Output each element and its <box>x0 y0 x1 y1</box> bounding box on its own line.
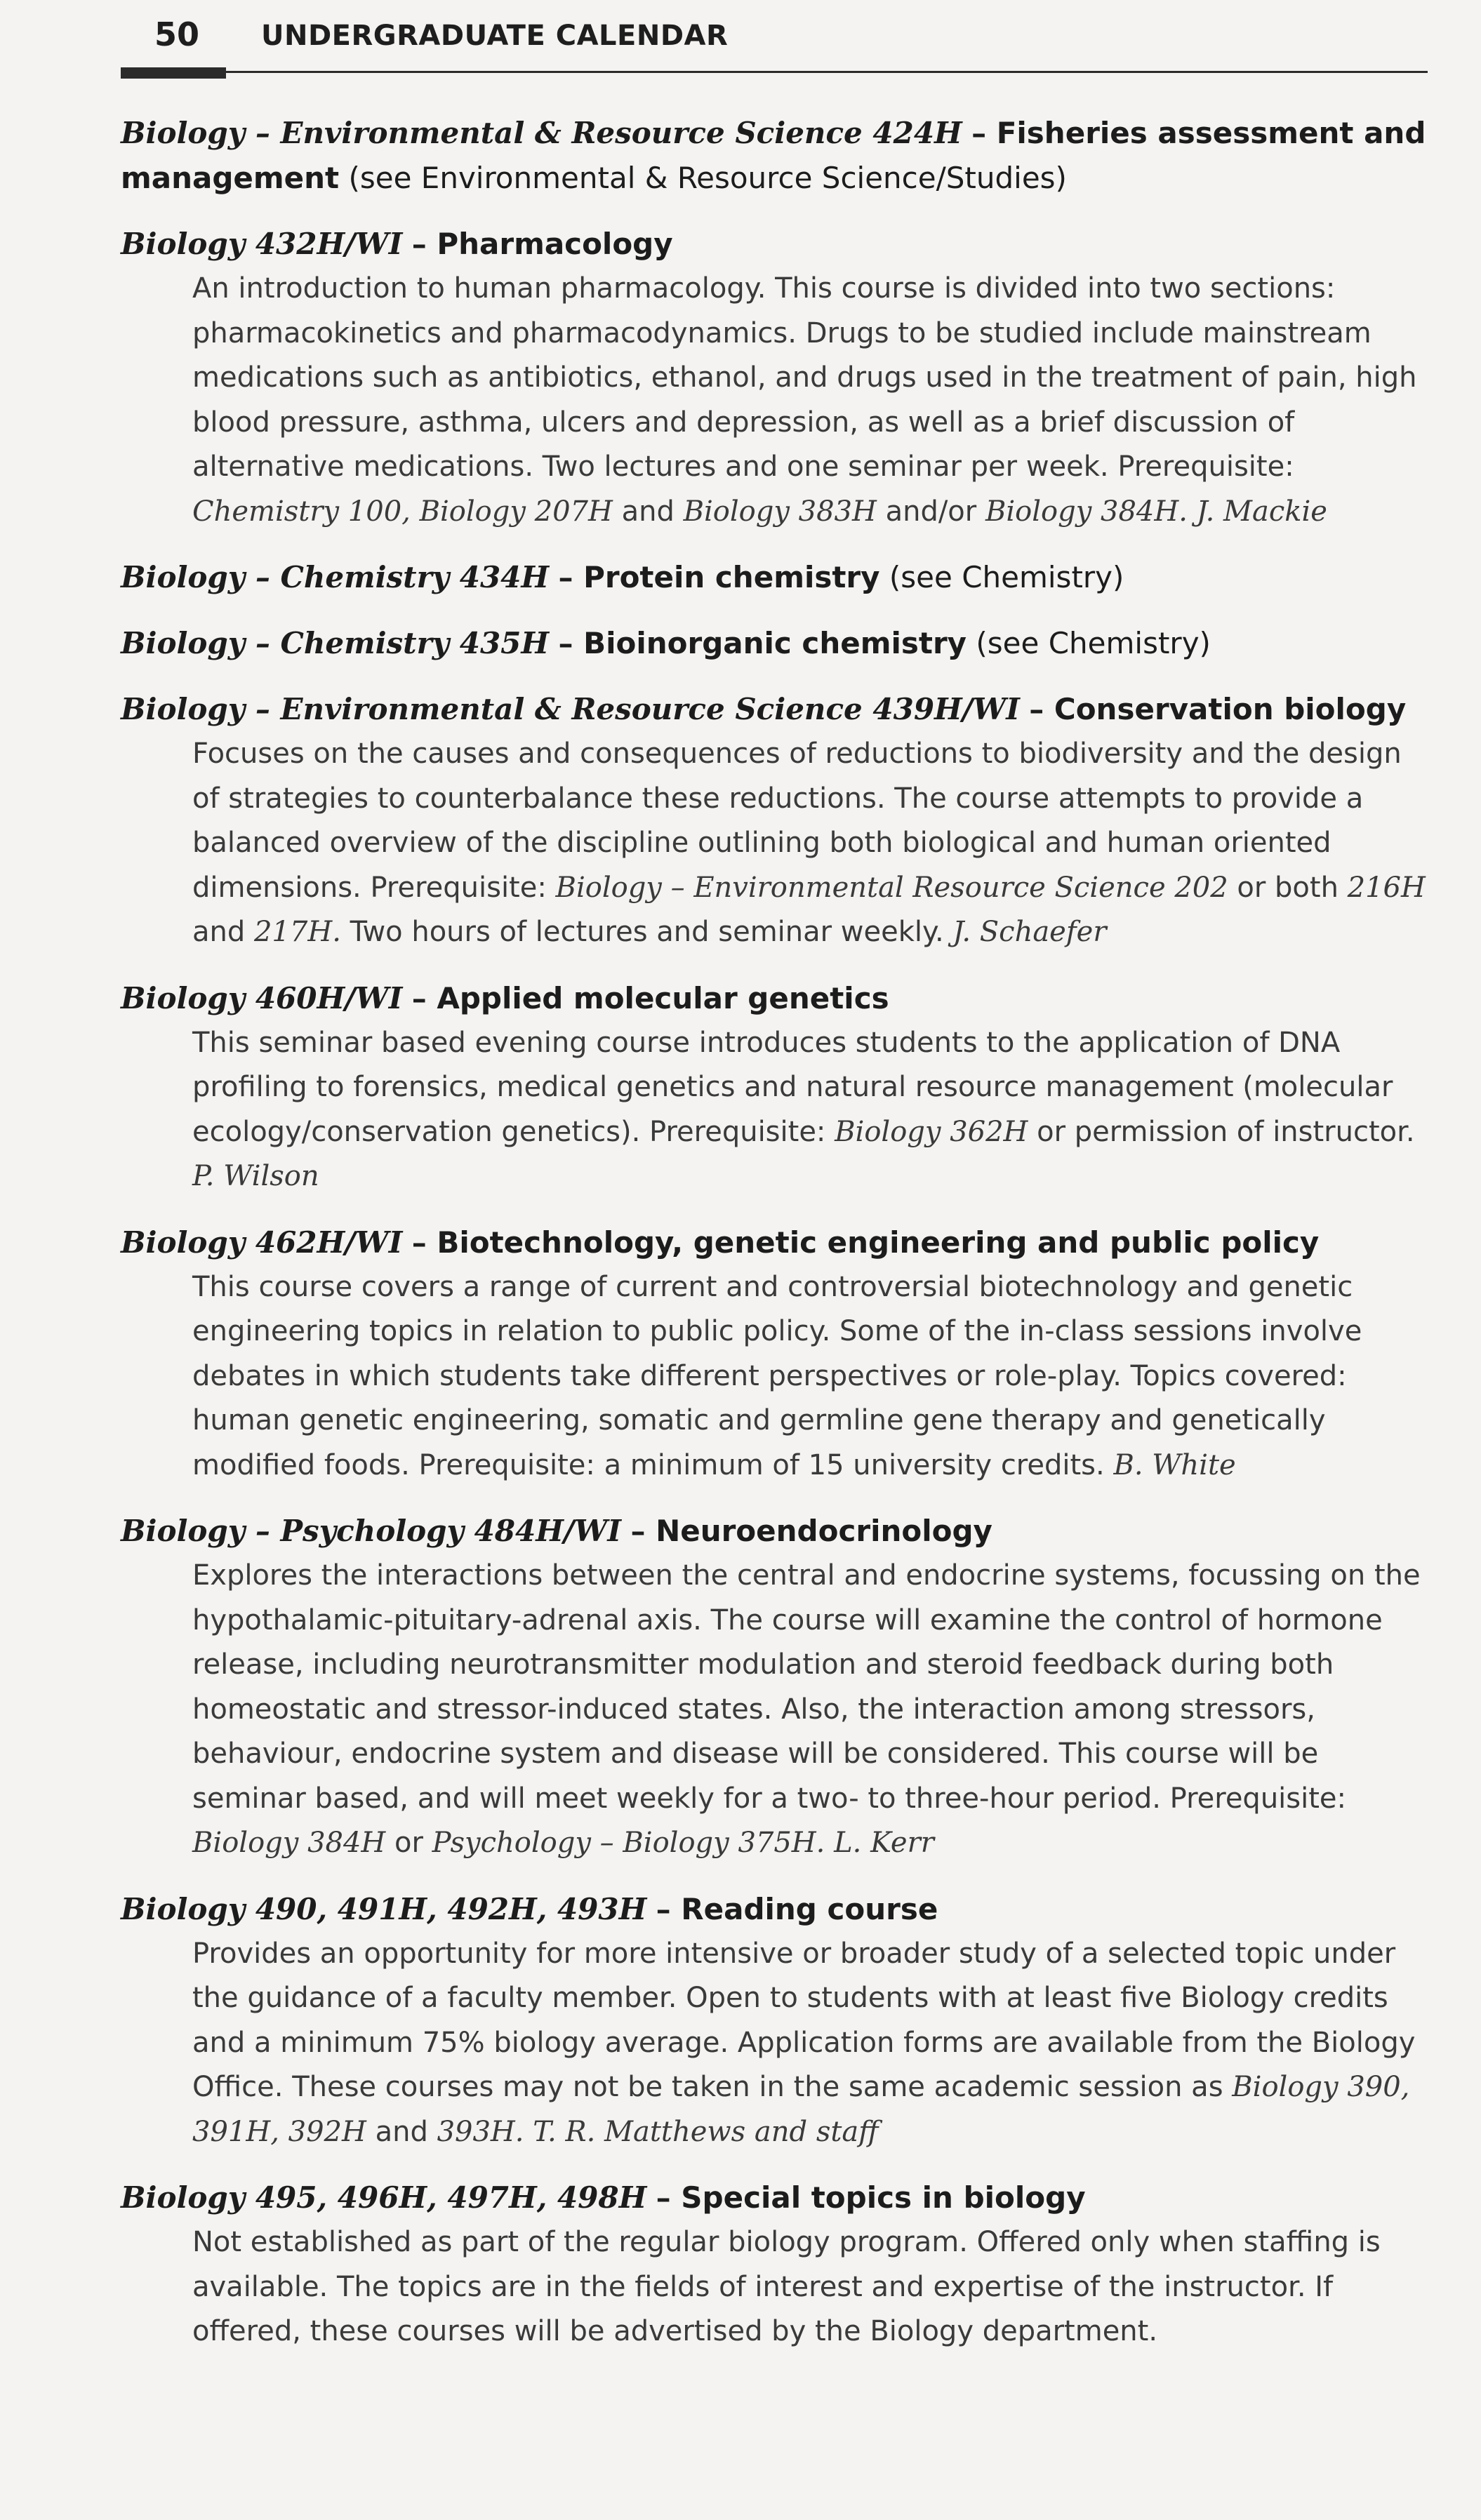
prerequisite-course: 216H <box>1347 871 1426 904</box>
prerequisite-course: Chemistry 100, Biology 207H <box>192 495 613 528</box>
course-code: Biology – Psychology 484H/WI <box>121 1514 622 1548</box>
course-code: Biology 462H/WI <box>121 1225 403 1260</box>
header-rule-thick <box>121 67 226 79</box>
page-header <box>121 0 1428 83</box>
course-description: Provides an opportunity for more intensive or broader study of a selected topic under the guidance of a faculty member. Open to students with at least five Biology credits and a minimum 75% biology average. Application forms are available from the Biology Office. These courses may not be taken in the same academic session as Biology 390, 391H, 392H and 393H. T. R. Matthews and staff <box>192 1937 1416 2148</box>
course-title: Conservation biology <box>1054 692 1407 726</box>
instructor-name: P. Wilson <box>192 1160 319 1192</box>
course-heading: Biology 460H/WI – Applied molecular genetics <box>121 980 889 1015</box>
course-heading: Biology – Environmental & Resource Science 424H – Fisheries assessment and management (see Environmental & Resource Science/Studies) <box>121 116 1426 195</box>
header-rule <box>226 71 1428 73</box>
course-heading: Biology – Environmental & Resource Science 439H/WI – Conservation biology <box>121 692 1407 726</box>
course-heading: Biology 495, 496H, 497H, 498H – Special topics in biology <box>121 2180 1086 2215</box>
course-code: Biology 432H/WI <box>121 227 403 261</box>
course-title: Applied molecular genetics <box>437 980 889 1015</box>
instructor-name: J. Mackie <box>1196 495 1327 528</box>
course-entry <box>121 222 1428 534</box>
instructor-name: B. White <box>1113 1448 1236 1481</box>
course-title: Neuroendocrinology <box>656 1514 992 1548</box>
course-title: Pharmacology <box>437 227 673 261</box>
course-entry <box>121 111 1428 201</box>
cross-reference: (see Environmental & Resource Science/Studies) <box>348 161 1067 195</box>
prerequisite-course: Psychology – Biology 375H. <box>432 1827 825 1859</box>
prerequisite-course: Biology 384H. <box>985 495 1188 528</box>
prerequisite-course: 393H. <box>437 2115 524 2148</box>
prerequisite-course: Biology 362H <box>835 1115 1028 1148</box>
prerequisite-course: Biology – Environmental Resource Science 202 <box>555 871 1228 904</box>
course-entry <box>121 2175 1428 2354</box>
course-title: Reading course <box>681 1891 938 1926</box>
prerequisite-course: Biology 384H <box>192 1827 386 1859</box>
instructor-name: T. R. Matthews and staff <box>533 2115 879 2148</box>
course-entry <box>121 976 1428 1199</box>
course-description: Not established as part of the regular biology program. Offered only when staffing is available. The topics are in the fields of interest and expertise of the instructor. If offered, these courses will be advertised by the Biology department. <box>192 2226 1381 2347</box>
cross-reference: (see Chemistry) <box>889 560 1124 594</box>
course-title: Bioinorganic chemistry <box>583 626 967 660</box>
course-code: Biology – Chemistry 435H <box>121 626 550 660</box>
instructor-name: L. Kerr <box>834 1827 934 1859</box>
course-title: Biotechnology, genetic engineering and public policy <box>437 1225 1320 1260</box>
course-heading: Biology 432H/WI – Pharmacology <box>121 227 673 261</box>
course-code: Biology 495, 496H, 497H, 498H <box>121 2180 647 2215</box>
course-entry <box>121 1220 1428 1488</box>
course-code: Biology – Environmental & Resource Science 424H <box>121 116 962 150</box>
course-description: An introduction to human pharmacology. This course is divided into two sections: pharmacokinetics and pharmacodynamics. Drugs to be studied include mainstream medications such as antibiotics, ethanol, and drugs used in the treatment of pain, high blood pressure, asthma, ulcers and depression, as well as a brief discussion of alternative medications. Two lectures and one seminar per week. Prerequisite: Chemistry 100, Biology 207H and Biology 383H and/or Biology 384H. J. Mackie <box>192 272 1417 528</box>
course-title: Special topics in biology <box>681 2180 1086 2215</box>
instructor-name: J. Schaefer <box>952 916 1107 948</box>
course-heading: Biology – Psychology 484H/WI – Neuroendocrinology <box>121 1514 992 1548</box>
course-entry <box>121 687 1428 955</box>
course-description: This seminar based evening course introduces students to the application of DNA profiling to forensics, medical genetics and natural resource management (molecular ecology/conservation genetics). Prerequisite: Biology 362H or permission of instructor. P. Wilson <box>192 1026 1415 1192</box>
course-heading: Biology 490, 491H, 492H, 493H – Reading course <box>121 1891 938 1926</box>
course-entry <box>121 621 1428 666</box>
course-description: Focuses on the causes and consequences of reductions to biodiversity and the design of strategies to counterbalance these reductions. The course attempts to provide a balanced overview of the discipline outlining both biological and human oriented dimensions. Prerequisite: Biology – Environmental Resource Science 202 or both 216H and 217H. Two hours of lectures and seminar weekly. J. Schaefer <box>192 738 1426 948</box>
course-code: Biology – Chemistry 434H <box>121 560 550 594</box>
course-title: Fisheries assessment and management <box>121 116 1426 195</box>
course-heading: Biology 462H/WI – Biotechnology, genetic engineering and public policy <box>121 1225 1320 1260</box>
course-code: Biology 490, 491H, 492H, 493H <box>121 1891 647 1926</box>
cross-reference: (see Chemistry) <box>976 626 1211 660</box>
course-list <box>121 111 1428 2354</box>
course-code: Biology 460H/WI <box>121 980 403 1015</box>
course-entry <box>121 555 1428 600</box>
course-entry <box>121 1887 1428 2155</box>
course-heading: Biology – Chemistry 434H – Protein chemistry (see Chemistry) <box>121 560 1124 594</box>
running-title: UNDERGRADUATE CALENDAR <box>261 20 729 52</box>
course-heading: Biology – Chemistry 435H – Bioinorganic chemistry (see Chemistry) <box>121 626 1211 660</box>
prerequisite-course: Biology 383H <box>683 495 877 528</box>
course-title: Protein chemistry <box>583 560 880 594</box>
course-code: Biology – Environmental & Resource Science 439H/WI <box>121 692 1020 726</box>
prerequisite-course: Biology 390, 391H, 392H <box>192 2071 1410 2148</box>
prerequisite-course: 217H. <box>253 916 341 948</box>
course-description: Explores the interactions between the central and endocrine systems, focussing on the hypothalamic-pituitary-adrenal axis. The course will examine the control of hormone release, including neurotransmitter modulation and steroid feedback during both homeostatic and stressor-induced states. Also, the interaction among stressors, behaviour, endocrine system and disease will be considered. This course will be seminar based, and will meet weekly for a two- to three-hour period. Prerequisite: Biology 384H or Psychology – Biology 375H. L. Kerr <box>192 1559 1421 1859</box>
page-number: 50 <box>154 15 200 53</box>
course-entry <box>121 1509 1428 1866</box>
course-description: This course covers a range of current and controversial biotechnology and genetic engineering topics in relation to public policy. Some of the in-class sessions involve debates in which students take different perspectives or role-play. Topics covered: human genetic engineering, somatic and germline gene therapy and genetically modified foods. Prerequisite: a minimum of 15 university credits. B. White <box>192 1270 1362 1481</box>
